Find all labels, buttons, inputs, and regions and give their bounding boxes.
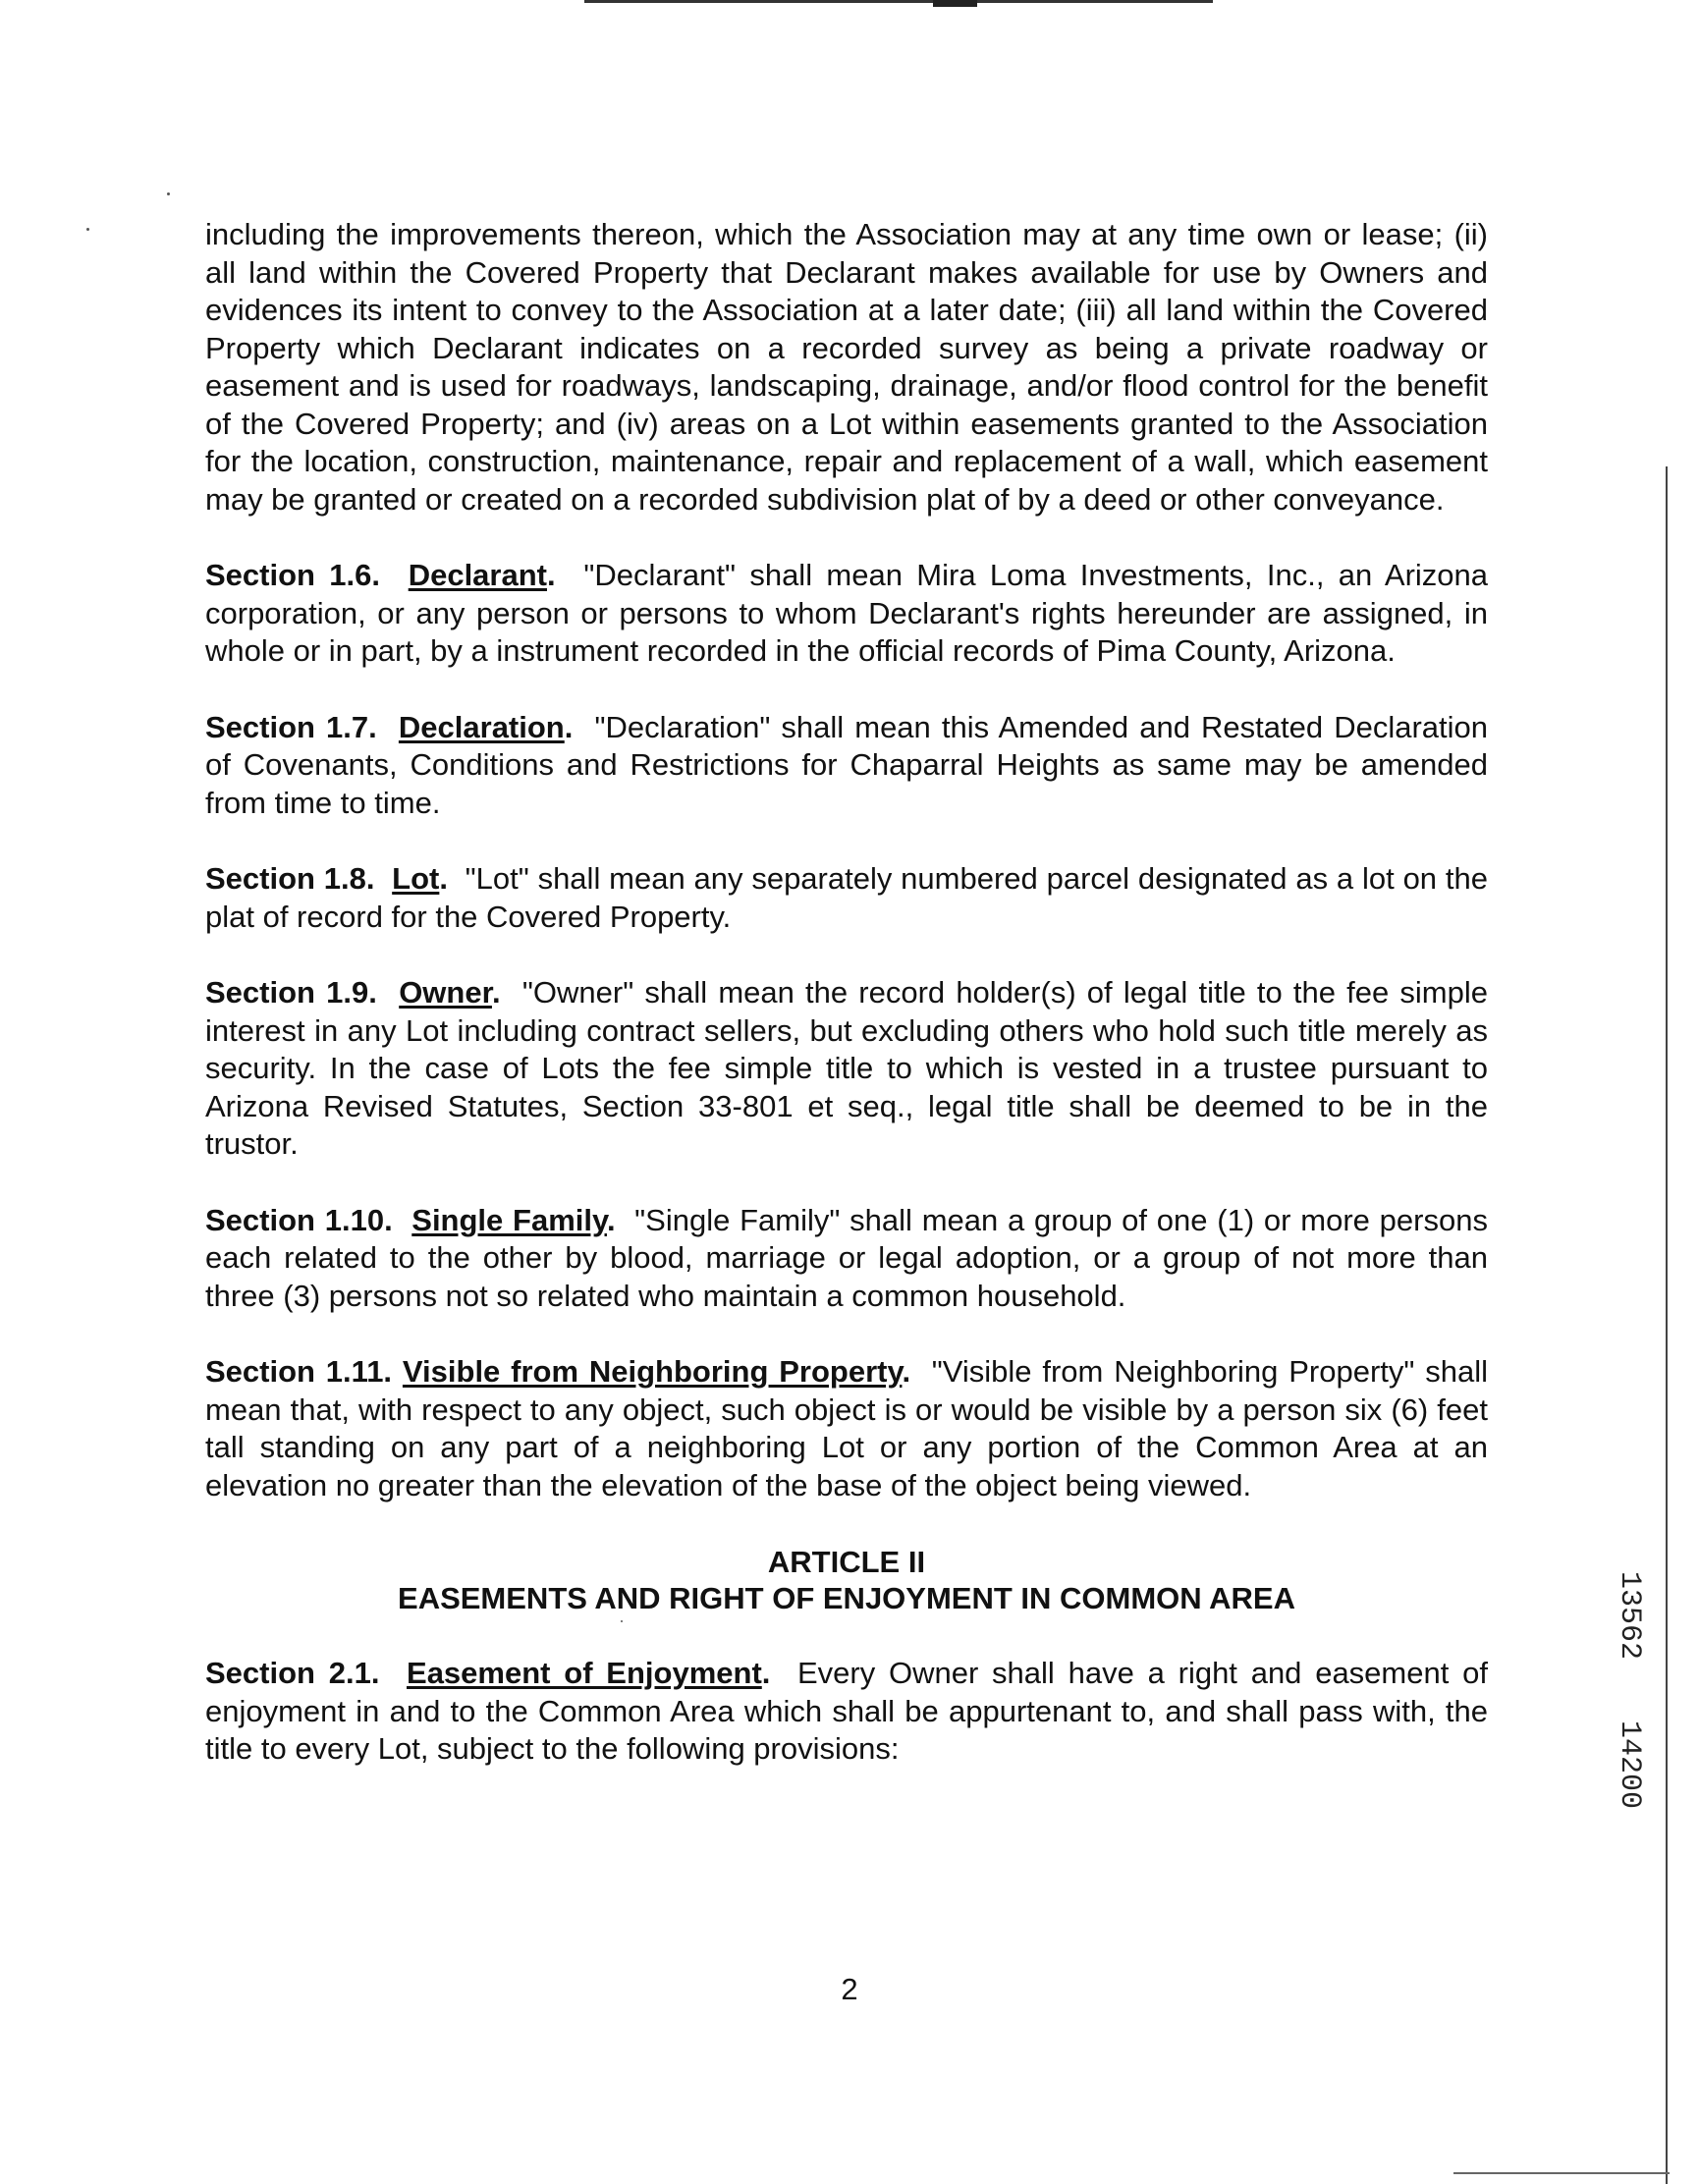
section-number: Section 1.6.	[205, 558, 381, 592]
article-title: EASEMENTS AND RIGHT OF ENJOYMENT IN COMMON AREA	[398, 1581, 1295, 1615]
section-term: Easement of Enjoyment	[407, 1656, 762, 1690]
section-1-8: Section 1.8. Lot. "Lot" shall mean any separately numbered parcel designated as a lot on the plat of record for the Covered Property.	[205, 861, 1488, 934]
section-text: "Declaration" shall mean this Amended and Restated Declaration of Covenants, Conditions and Restrictions for Chaparral Heights as same may be amended from time to time.	[205, 709, 1488, 820]
section-1-9: Section 1.9. Owner. "Owner" shall mean the record holder(s) of legal title to the fee simple interest in any Lot including contract sellers, but excluding others who hold such title merely as security. In the case of Lots the fee simple title to which is vested in a trustee pursuant to Arizona Revised Statutes, Section 33-801 et seq., legal title shall be deemed to be in the trustor.	[205, 975, 1489, 1161]
section-number: Section 1.7.	[205, 709, 377, 744]
section-1-6: Section 1.6. Declarant. "Declarant" shall mean Mira Loma Investments, Inc., an Arizona corporation, or any person or persons to whom Declarant's rights hereunder are assigned, in whole or in part, by a instrument recorded in the official records of Pima County, Arizona.	[205, 558, 1489, 668]
section-term: Declaration	[398, 709, 565, 744]
section-number: Section 1.11.	[205, 1354, 393, 1389]
scan-speck	[167, 192, 170, 195]
section-1-7: Section 1.7. Declaration. "Declaration" shall mean this Amended and Restated Declaration of Covenants, Conditions and Restrictions for Chaparral Heights as same may be amended from time to time.	[205, 709, 1488, 820]
section-number: Section 1.9.	[205, 975, 377, 1010]
section-term: Single Family	[411, 1202, 607, 1237]
recording-stamp	[1599, 1569, 1646, 1844]
document-body	[205, 216, 1488, 1769]
section-term: Declarant	[408, 558, 547, 592]
article-heading	[205, 1544, 1488, 1616]
page-number: 2	[841, 1972, 858, 2006]
scan-right-edge	[1666, 466, 1668, 2184]
stamp-number-2: 14200	[1613, 1720, 1646, 1810]
section-text: "Declarant" shall mean Mira Loma Investments, Inc., an Arizona corporation, or any person or persons to whom Declarant's rights hereunder are assigned, in whole or in part, by a instrument recorded in the official records of Pima County, Arizona.	[205, 558, 1489, 668]
section-number: Section 2.1.	[205, 1656, 380, 1690]
common-area-paragraph: including the improvements thereon, which the Association may at any time own or lease; (ii) all land within the Covered Property that Declarant makes available for use by Owners and evidences its intent to convey to the Association at a later date; (iii) all land within the Covered Property which Declarant indicates on a recorded survey as being a private roadway or easement and is used for roadways, landscaping, drainage, and/or flood control for the benefit of the Covered Property; and (iv) areas on a Lot within easements granted to the Association for the location, construction, maintenance, repair and replacement of a wall, which easement may be granted or created on a recorded subdivision plat of by a deed or other conveyance.	[205, 217, 1488, 517]
scan-top-mark	[933, 0, 977, 7]
scan-speck	[86, 228, 89, 231]
section-text: "Single Family" shall mean a group of one (1) or more persons each related to the other by blood, marriage or legal adoption, or a group of not more than three (3) persons not so related who maintain a common household.	[205, 1202, 1488, 1313]
section-text: "Lot" shall mean any separately numbered parcel designated as a lot on the plat of record for the Covered Property.	[205, 861, 1488, 934]
scan-top-edge	[584, 0, 1213, 3]
article-number: ARTICLE II	[767, 1545, 926, 1579]
scan-bottom-edge	[1453, 2172, 1670, 2174]
section-number: Section 1.10.	[205, 1202, 393, 1237]
section-text: Every Owner shall have a right and easement of enjoyment in and to the Common Area which shall be appurtenant to, and shall pass with, the title to every Lot, subject to the following provisions:	[205, 1656, 1488, 1766]
section-term: Owner	[399, 975, 492, 1010]
section-text: "Owner" shall mean the record holder(s) of legal title to the fee simple interest in any Lot including contract sellers, but excluding others who hold such title merely as security. In the case of Lots the fee simple title to which is vested in a trustee pursuant to Arizona Revised Statutes, Section 33-801 et seq., legal title shall be deemed to be in the trustor.	[205, 975, 1489, 1161]
section-term: Visible from Neighboring Property	[402, 1354, 903, 1389]
section-number: Section 1.8.	[205, 861, 375, 896]
stamp-number-1: 13562	[1613, 1571, 1646, 1661]
section-1-10: Section 1.10. Single Family. "Single Family" shall mean a group of one (1) or more persons each related to the other by blood, marriage or legal adoption, or a group of not more than three (3) persons not so related who maintain a common household.	[205, 1202, 1488, 1313]
section-term: Lot	[392, 861, 440, 896]
section-1-11: Section 1.11. Visible from Neighboring Property. "Visible from Neighboring Property" shall mean that, with respect to any object, such object is or would be visible by a person six (6) feet tall standing on any part of a neighboring Lot or any portion of the Common Area at an elevation no greater than the elevation of the base of the object being viewed.	[205, 1354, 1489, 1502]
section-2-1: Section 2.1. Easement of Enjoyment. Every Owner shall have a right and easement of enjoyment in and to the Common Area which shall be appurtenant to, and shall pass with, the title to every Lot, subject to the following provisions:	[205, 1656, 1488, 1766]
section-text: "Visible from Neighboring Property" shall mean that, with respect to any object, such object is or would be visible by a person six (6) feet tall standing on any part of a neighboring Lot or any portion of the Common Area at an elevation no greater than the elevation of the base of the object being viewed.	[205, 1354, 1489, 1502]
